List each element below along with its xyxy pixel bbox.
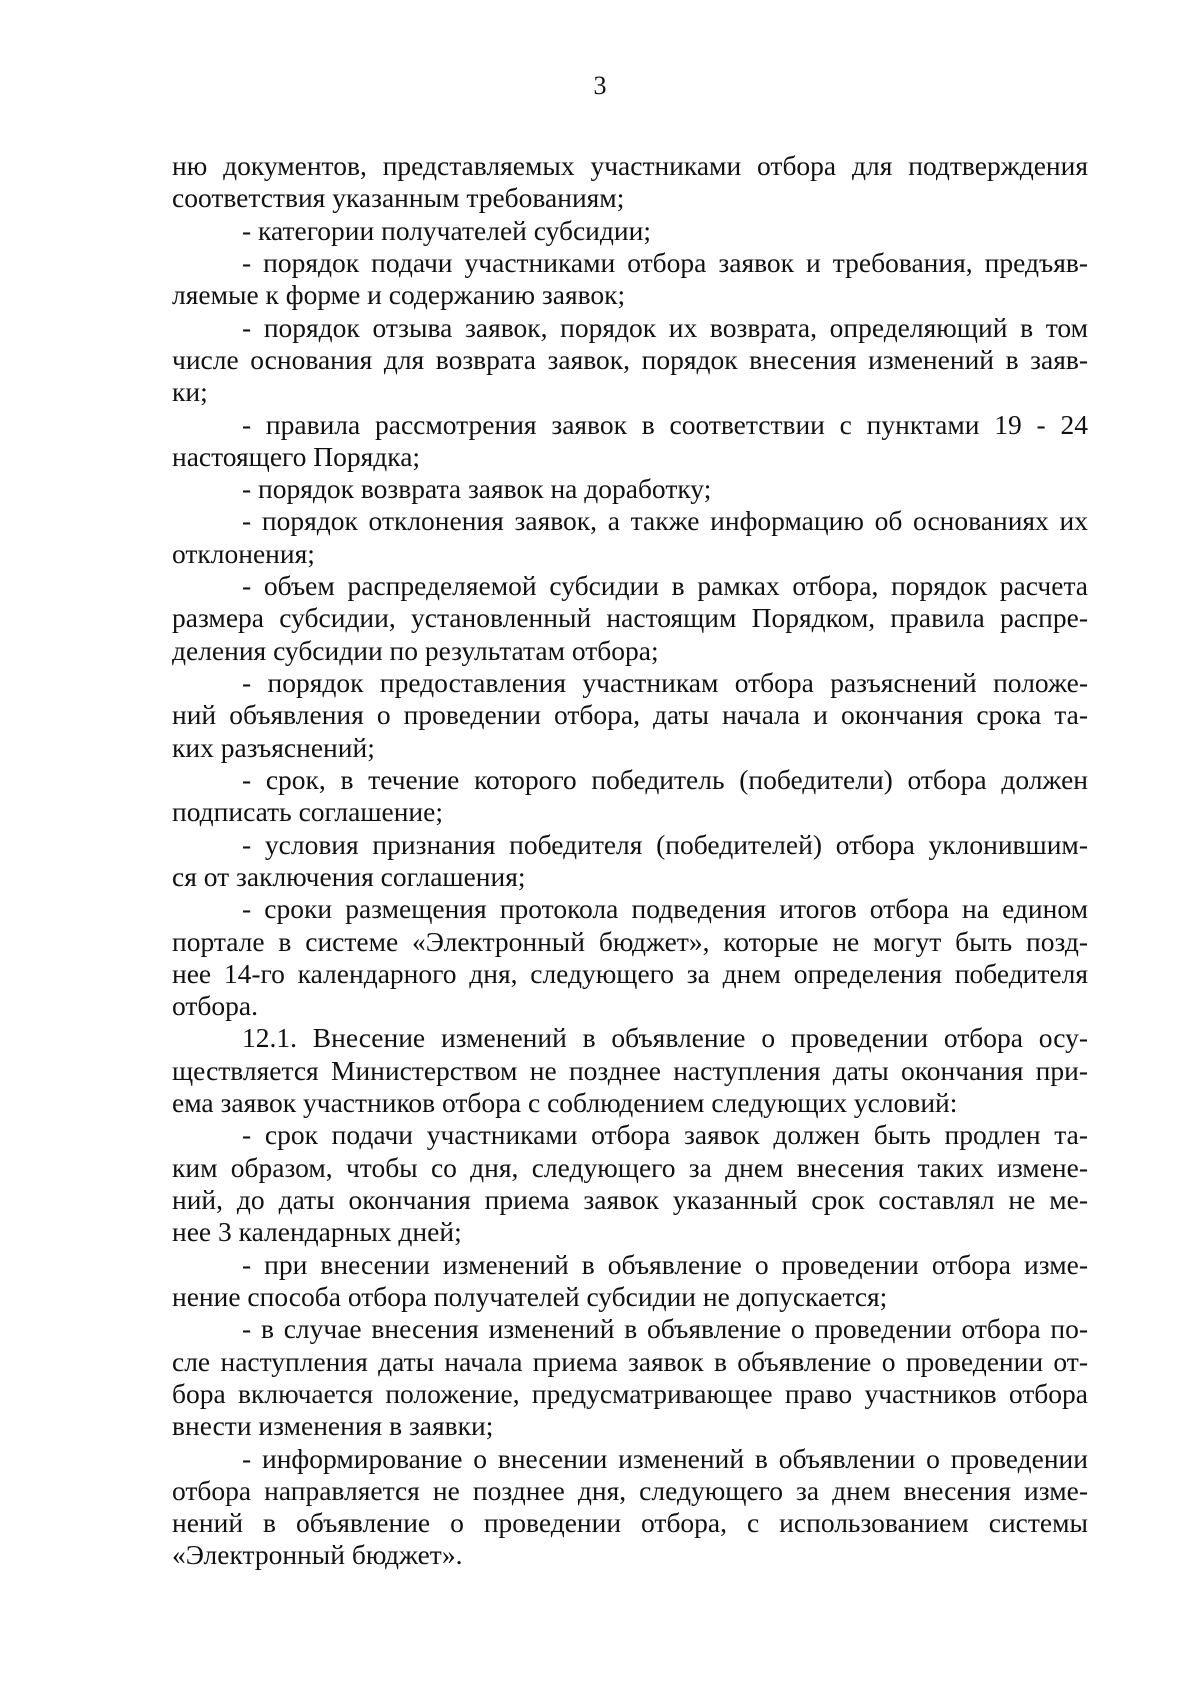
text-line: ема заявок участников отбора с соблюдением следующих условий:: [172, 1087, 958, 1119]
paragraph-rejection-procedure: [172, 505, 1088, 570]
text-line: - условия признания победителя (победителей) отбора уклонившим-: [242, 828, 1088, 860]
text-line: нее 3 календарных дней;: [172, 1216, 462, 1248]
text-line: отбора.: [172, 990, 258, 1022]
paragraph-evasion-conditions: [172, 829, 1088, 894]
page-number: 3: [593, 71, 607, 100]
text-line: - порядок возврата заявок на доработку;: [242, 473, 712, 505]
text-line: настоящего Порядка;: [172, 440, 421, 472]
text-line: ний объявления о проведении отбора, даты начала и окончания срока та-: [172, 699, 1088, 731]
text-line: - информирование о внесении изменений в объявлении о проведении: [242, 1442, 1088, 1474]
text-line: - в случае внесения изменений в объявление о проведении отбора по-: [242, 1313, 1088, 1345]
paragraph-term-extension: [172, 1119, 1088, 1248]
paragraph-method-change-ban: [172, 1249, 1088, 1314]
document-body: [172, 150, 1088, 1572]
paragraph-protocol-publication: [172, 893, 1088, 1022]
paragraph-subsidy-volume: [172, 570, 1088, 667]
text-line: - порядок подачи участниками отбора заявок и требования, предъяв-: [242, 246, 1088, 278]
text-line: - порядок предоставления участникам отбора разъяснений положе-: [242, 667, 1088, 698]
paragraph-signing-deadline: [172, 764, 1088, 829]
text-line: - правила рассмотрения заявок в соответствии с пунктами 19 - 24: [242, 408, 1088, 440]
text-line: размера субсидии, установленный настоящим Порядком, правила распре-: [172, 602, 1088, 634]
paragraph-submission-procedure: [172, 247, 1088, 312]
text-line: ся от заключения соглашения;: [172, 860, 526, 892]
text-line: сле наступления даты начала приема заявок в объявление о проведении от-: [172, 1345, 1088, 1377]
paragraph-withdrawal-procedure: [172, 312, 1088, 409]
text-line: - срок, в течение которого победитель (победители) отбора должен: [242, 763, 1088, 795]
text-line: ляемые к форме и содержанию заявок;: [172, 279, 626, 311]
text-line: подписать соглашение;: [172, 796, 443, 828]
paragraph-continuation: [172, 150, 1088, 215]
text-line: ний, до даты окончания приема заявок указанный срок составлял не ме-: [172, 1184, 1088, 1215]
text-line: портале в системе «Электронный бюджет», которые не могут быть позд-: [172, 925, 1088, 957]
text-line: 12.1. Внесение изменений в объявление о проведении отбора осу-: [242, 1022, 1088, 1054]
text-line: ких разъяснений;: [172, 731, 375, 763]
text-line: - срок подачи участниками отбора заявок должен быть продлен та-: [242, 1119, 1088, 1151]
text-line: - категории получателей субсидии;: [242, 214, 651, 246]
text-line: нее 14-го календарного дня, следующего за днем определения победителя: [172, 957, 1088, 989]
text-line: отклонения;: [172, 537, 315, 569]
text-line: ню документов, представляемых участниками отбора для подтверждения: [172, 150, 1088, 181]
paragraph-review-rules: [172, 409, 1088, 474]
text-line: ки;: [172, 376, 208, 408]
text-line: - порядок отзыва заявок, порядок их возврата, определяющий в том: [242, 311, 1088, 343]
paragraph-clarifications: [172, 667, 1088, 764]
text-line: нений в объявление о проведении отбора, с использованием системы: [172, 1507, 1088, 1539]
text-line: - при внесении изменений в объявление о проведении отбора изме-: [242, 1248, 1088, 1280]
paragraph-participant-amendments: [172, 1313, 1088, 1442]
text-line: ществляется Министерством не позднее наступления даты окончания при-: [172, 1054, 1088, 1086]
text-line: «Электронный бюджет».: [172, 1539, 463, 1571]
paragraph-section-12-1: [172, 1022, 1088, 1119]
paragraph-notification: [172, 1443, 1088, 1572]
paragraph-return-for-revision: [172, 473, 1088, 505]
text-line: соответствия указанным требованиям;: [172, 182, 625, 214]
text-line: числе основания для возврата заявок, порядок внесения изменений в заяв-: [172, 343, 1088, 375]
text-line: внести изменения в заявки;: [172, 1410, 494, 1442]
text-line: ким образом, чтобы со дня, следующего за днем внесения таких измене-: [172, 1151, 1088, 1183]
text-line: деления субсидии по результатам отбора;: [172, 634, 659, 666]
text-line: отбора направляется не позднее дня, следующего за днем внесения изме-: [172, 1474, 1088, 1506]
paragraph-recipient-categories: [172, 215, 1088, 247]
text-line: нение способа отбора получателей субсидии не допускается;: [172, 1280, 888, 1312]
text-line: - порядок отклонения заявок, а также информацию об основаниях их: [242, 505, 1088, 537]
text-line: - сроки размещения протокола подведения итогов отбора на едином: [242, 893, 1088, 925]
text-line: бора включается положение, предусматривающее право участников отбора: [172, 1377, 1088, 1409]
text-line: - объем распределяемой субсидии в рамках отбора, порядок расчета: [242, 570, 1088, 602]
